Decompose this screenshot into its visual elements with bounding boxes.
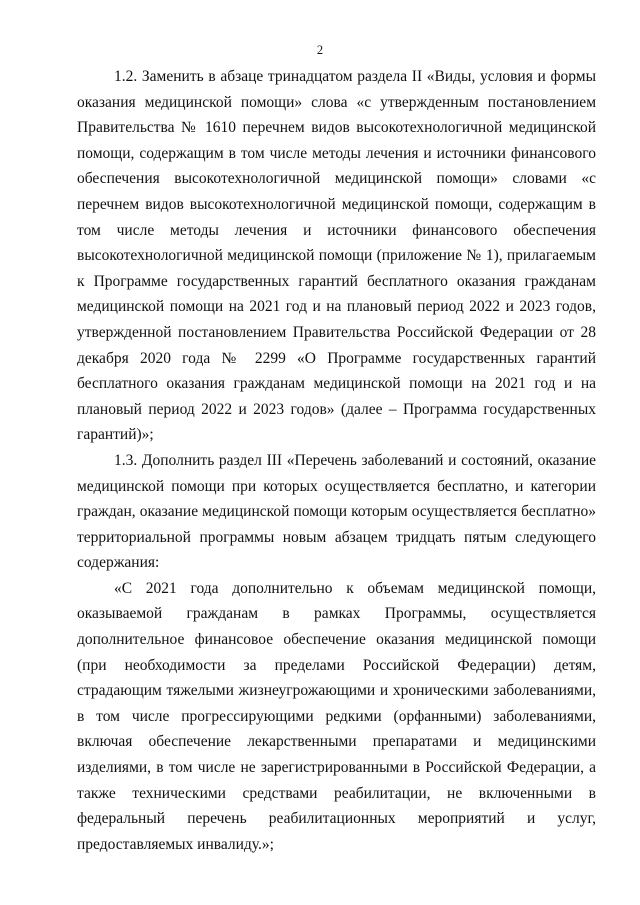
paragraph-1-2: 1.2. Заменить в абзаце тринадцатом раздела II «Виды, условия и формы оказания медицинской помощи» слова «с утвержденным постановлением Правительства № 1610 перечнем видов высокотехнологичной медицинской помощи, содержащим в том числе методы лечения и источники финансового обеспечения высокотехнологичной медицинской помощи» словами «с перечнем видов высокотехнологичной медицинской помощи, содержащим в том числе методы лечения и источники финансового обеспечения высокотехнологичной медицинской помощи (приложение № 1), прилагаемым к Программе государственных гарантий бесплатного оказания гражданам медицинской помощи на 2021 год и на плановый период 2022 и 2023 годов, утвержденной постановлением Правительства Российской Федерации от 28 декабря 2020 года № 2299 «О Программе государственных гарантий бесплатного оказания гражданам медицинской помощи на 2021 год и на плановый период 2022 и 2023 годов» (далее – Программа государственных гарантий)»; <box>77 68 596 444</box>
paragraph-1-3: 1.3. Дополнить раздел III «Перечень заболеваний и состояний, оказание медицинской помощи при которых осуществляется бесплатно, и категории граждан, оказание медицинской помощи которым осуществляется бесплатно» территориальной программы новым абзацем тридцать пятым следующего содержания: <box>77 451 596 572</box>
quoted-paragraph: «С 2021 года дополнительно к объемам медицинской помощи, оказываемой гражданам в рамках Программы, осуществляется дополнительное финансовое обеспечение оказания медицинской помощи (при необходимости за пределами Российской Федерации) детям, страдающим тяжелыми жизнеугрожающими и хроническими заболеваниями, в том числе прогрессирующими редкими (орфанными) заболеваниями, включая обеспечение лекарственными препаратами и медицинскими изделиями, в том числе не зарегистрированными в Российской Федерации, а также техническими средствами реабилитации, не включенными в федеральный перечень реабилитационных мероприятий и услуг, предоставляемых инвалиду.»; <box>77 579 596 853</box>
document-body <box>77 64 596 857</box>
page-number: 2 <box>316 43 324 57</box>
